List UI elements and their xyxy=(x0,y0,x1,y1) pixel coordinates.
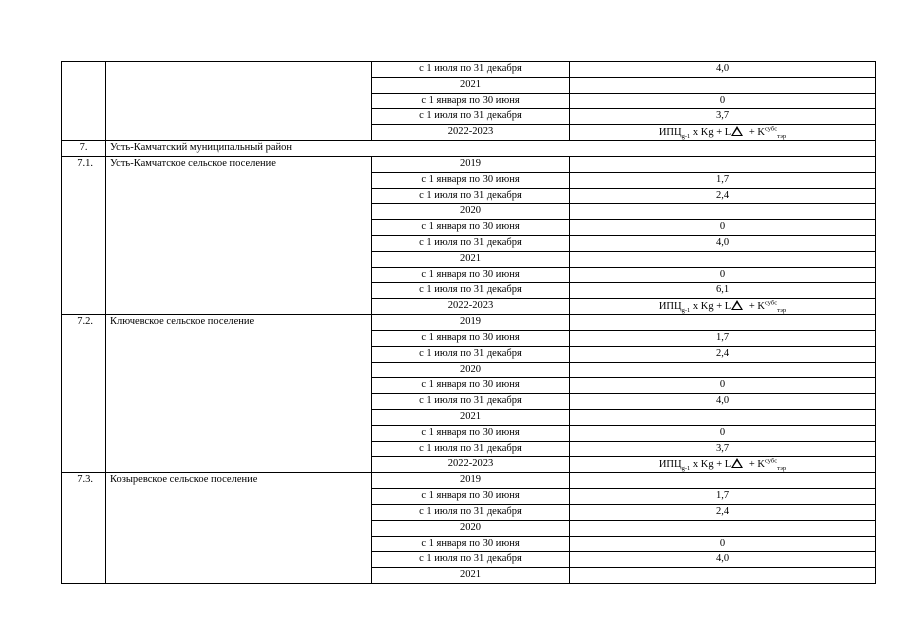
period-cell: 2019 xyxy=(372,315,570,331)
period-cell: с 1 января по 30 июня xyxy=(372,330,570,346)
period-cell: 2022-2023 xyxy=(372,299,570,315)
formula-sub-g1: g-1 xyxy=(681,465,691,473)
value-cell: 4,0 xyxy=(570,394,876,410)
formula-sup-subs: субс xyxy=(764,125,778,133)
period-cell: 2021 xyxy=(372,77,570,93)
formula-k: x K xyxy=(690,301,709,313)
value-cell xyxy=(570,568,876,584)
value-cell xyxy=(570,409,876,425)
formula-sub-g1: g-1 xyxy=(681,307,691,315)
value-cell xyxy=(570,362,876,378)
period-cell: 2020 xyxy=(372,362,570,378)
period-cell: 2021 xyxy=(372,251,570,267)
formula-ipc: ИПЦ xyxy=(658,459,682,471)
formula-l: + L xyxy=(713,459,732,471)
period-cell: с 1 июля по 31 декабря xyxy=(372,188,570,204)
period-cell: с 1 июля по 31 декабря xyxy=(372,552,570,568)
value-cell xyxy=(570,77,876,93)
formula-sup-subs: субс xyxy=(764,457,778,465)
section-name: Усть-Камчатский муниципальный район xyxy=(106,141,876,157)
formula-l: + L xyxy=(713,127,732,139)
value-cell: 6,1 xyxy=(570,283,876,299)
delta-icon xyxy=(731,126,743,136)
period-cell: с 1 июля по 31 декабря xyxy=(372,504,570,520)
settlement-name: Козыревское сельское поселение xyxy=(106,473,372,584)
period-cell: с 1 января по 30 июня xyxy=(372,378,570,394)
value-cell xyxy=(570,473,876,489)
period-cell: с 1 января по 30 июня xyxy=(372,172,570,188)
tariff-formula xyxy=(658,125,787,141)
value-cell: 3,7 xyxy=(570,109,876,125)
formula-k-subs: + K xyxy=(746,301,765,313)
delta-icon xyxy=(731,458,743,468)
period-cell: с 1 июля по 31 декабря xyxy=(372,235,570,251)
value-cell: 3,7 xyxy=(570,441,876,457)
formula-k-subs: + K xyxy=(746,459,765,471)
value-cell xyxy=(570,156,876,172)
period-cell: 2020 xyxy=(372,520,570,536)
value-cell: 2,4 xyxy=(570,188,876,204)
tariff-table-body xyxy=(62,62,876,584)
table-row xyxy=(62,156,876,172)
value-cell: 1,7 xyxy=(570,489,876,505)
value-cell xyxy=(570,520,876,536)
value-cell: 0 xyxy=(570,378,876,394)
row-number: 7.2. xyxy=(62,315,106,473)
value-cell: 0 xyxy=(570,93,876,109)
table-row xyxy=(62,473,876,489)
formula-k: x K xyxy=(690,127,709,139)
period-cell: с 1 июля по 31 декабря xyxy=(372,346,570,362)
formula-g: g xyxy=(708,301,714,313)
delta-icon xyxy=(731,300,743,310)
formula-k: x K xyxy=(690,459,709,471)
period-cell: с 1 июля по 31 декабря xyxy=(372,283,570,299)
formula-sub-g1: g-1 xyxy=(681,133,691,141)
period-cell: с 1 января по 30 июня xyxy=(372,489,570,505)
period-cell: 2021 xyxy=(372,409,570,425)
period-cell: 2022-2023 xyxy=(372,125,570,141)
value-cell: 0 xyxy=(570,220,876,236)
formula-sub-ter: тэр xyxy=(777,307,787,315)
settlement-name: Усть-Камчатское сельское поселение xyxy=(106,156,372,314)
period-cell: с 1 января по 30 июня xyxy=(372,220,570,236)
period-cell: с 1 января по 30 июня xyxy=(372,425,570,441)
table-row xyxy=(62,315,876,331)
formula-cell xyxy=(570,299,876,315)
formula-g: g xyxy=(708,127,714,139)
period-cell: с 1 января по 30 июня xyxy=(372,267,570,283)
formula-cell xyxy=(570,125,876,141)
value-cell xyxy=(570,315,876,331)
formula-ipc: ИПЦ xyxy=(658,301,682,313)
row-number: 7.1. xyxy=(62,156,106,314)
value-cell: 2,4 xyxy=(570,346,876,362)
period-cell: 2020 xyxy=(372,204,570,220)
value-cell: 0 xyxy=(570,536,876,552)
formula-k-subs: + K xyxy=(746,127,765,139)
value-cell: 4,0 xyxy=(570,62,876,78)
formula-g: g xyxy=(708,459,714,471)
period-cell: 2022-2023 xyxy=(372,457,570,473)
value-cell xyxy=(570,251,876,267)
formula-sup-subs: субс xyxy=(764,299,778,307)
settlement-name: Ключевское сельское поселение xyxy=(106,315,372,473)
section-row xyxy=(62,141,876,157)
settlement-name xyxy=(106,62,372,141)
formula-ipc: ИПЦ xyxy=(658,127,682,139)
value-cell: 2,4 xyxy=(570,504,876,520)
period-cell: 2021 xyxy=(372,568,570,584)
tariff-formula xyxy=(658,299,787,315)
row-number: 7. xyxy=(62,141,106,157)
formula-sub-ter: тэр xyxy=(777,133,787,141)
period-cell: с 1 июля по 31 декабря xyxy=(372,109,570,125)
value-cell xyxy=(570,204,876,220)
table-row xyxy=(62,62,876,78)
row-number: 7.3. xyxy=(62,473,106,584)
value-cell: 1,7 xyxy=(570,330,876,346)
tariff-formula xyxy=(658,457,787,473)
tariff-table xyxy=(61,61,876,584)
value-cell: 4,0 xyxy=(570,235,876,251)
formula-cell xyxy=(570,457,876,473)
formula-l: + L xyxy=(713,301,732,313)
period-cell: с 1 июля по 31 декабря xyxy=(372,441,570,457)
period-cell: с 1 июля по 31 декабря xyxy=(372,394,570,410)
period-cell: с 1 января по 30 июня xyxy=(372,536,570,552)
period-cell: с 1 июля по 31 декабря xyxy=(372,62,570,78)
formula-sub-ter: тэр xyxy=(777,465,787,473)
value-cell: 0 xyxy=(570,267,876,283)
period-cell: 2019 xyxy=(372,473,570,489)
value-cell: 4,0 xyxy=(570,552,876,568)
row-number xyxy=(62,62,106,141)
value-cell: 0 xyxy=(570,425,876,441)
period-cell: с 1 января по 30 июня xyxy=(372,93,570,109)
value-cell: 1,7 xyxy=(570,172,876,188)
period-cell: 2019 xyxy=(372,156,570,172)
